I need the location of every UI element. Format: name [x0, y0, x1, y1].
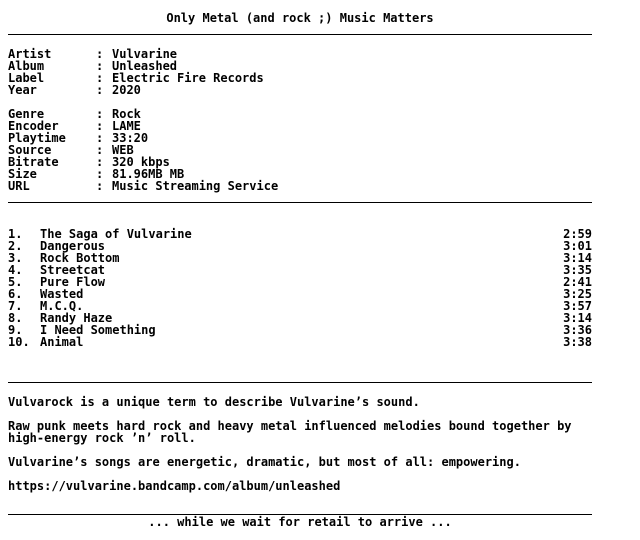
- track-title: Wasted: [40, 287, 84, 301]
- release-description: [8, 396, 632, 492]
- info-value: 81.96MB MB: [112, 167, 185, 181]
- info-key: Year: [8, 83, 37, 97]
- track-number: 3.: [8, 251, 23, 265]
- info-value: 2020: [112, 83, 141, 97]
- track-title: Randy Haze: [40, 311, 113, 325]
- track-duration: 2:41: [563, 275, 592, 289]
- track-duration: 3:01: [563, 239, 592, 253]
- info-value: Rock: [112, 107, 141, 121]
- track-number: 9.: [8, 323, 23, 337]
- track-number: 4.: [8, 263, 23, 277]
- track-duration: 3:35: [563, 263, 592, 277]
- track-duration: 3:57: [563, 299, 592, 313]
- info-separator: :: [96, 59, 111, 73]
- info-value: Music Streaming Service: [112, 179, 279, 193]
- nfo-document: [8, 12, 632, 528]
- info-key: Source: [8, 143, 52, 157]
- info-separator: :: [96, 167, 111, 181]
- description-paragraph: Raw punk meets hard rock and heavy metal influenced melodies bound together by: [8, 419, 572, 433]
- info-value: 33:20: [112, 131, 149, 145]
- info-separator: :: [96, 71, 111, 85]
- info-value: Electric Fire Records: [112, 71, 264, 85]
- technical-info: [8, 108, 632, 192]
- nfo-title: Only Metal (and rock ;) Music Matters: [166, 11, 434, 25]
- info-key: Artist: [8, 47, 52, 61]
- track-duration: 3:25: [563, 287, 592, 301]
- info-year: [8, 84, 632, 96]
- track-number: 6.: [8, 287, 23, 301]
- info-key: Bitrate: [8, 155, 59, 169]
- track-number: 1.: [8, 227, 23, 241]
- info-key: URL: [8, 179, 30, 193]
- album-url: https://vulvarine.bandcamp.com/album/unleashed: [8, 479, 341, 493]
- track-title: Animal: [40, 335, 84, 349]
- info-value: LAME: [112, 119, 141, 133]
- track-duration: 3:14: [563, 251, 592, 265]
- info-key: Album: [8, 59, 45, 73]
- release-info: [8, 48, 632, 96]
- info-separator: :: [96, 143, 111, 157]
- divider: [8, 382, 592, 383]
- track-duration: 3:38: [563, 335, 592, 349]
- info-separator: :: [96, 107, 111, 121]
- track-row: [8, 336, 592, 348]
- info-key: Genre: [8, 107, 45, 121]
- track-title: I Need Something: [40, 323, 156, 337]
- info-separator: :: [96, 131, 111, 145]
- info-separator: :: [96, 179, 111, 193]
- track-number: 10.: [8, 335, 30, 349]
- divider: [8, 514, 592, 515]
- info-separator: :: [96, 155, 111, 169]
- track-duration: 3:36: [563, 323, 592, 337]
- info-value: 320 kbps: [112, 155, 170, 169]
- info-url: [8, 180, 632, 192]
- track-title: Dangerous: [40, 239, 106, 253]
- info-value: Vulvarine: [112, 47, 178, 61]
- track-duration: 3:14: [563, 311, 592, 325]
- track-title: Rock Bottom: [40, 251, 120, 265]
- track-number: 5.: [8, 275, 23, 289]
- info-separator: :: [96, 119, 111, 133]
- track-number: 7.: [8, 299, 23, 313]
- tracklist: [8, 228, 632, 348]
- track-row: [8, 288, 592, 300]
- info-key: Encoder: [8, 119, 59, 133]
- info-key: Label: [8, 71, 45, 85]
- track-title: Streetcat: [40, 263, 106, 277]
- description-paragraph: Vulvarock is a unique term to describe Vulvarine’s sound.: [8, 395, 420, 409]
- track-title: The Saga of Vulvarine: [40, 227, 192, 241]
- track-number: 2.: [8, 239, 23, 253]
- info-value: Unleashed: [112, 59, 178, 73]
- info-key: Playtime: [8, 131, 66, 145]
- description-paragraph: high-energy rock ’n’ roll.: [8, 431, 196, 445]
- divider: [8, 34, 592, 35]
- track-title: Pure Flow: [40, 275, 106, 289]
- track-title: M.C.Q.: [40, 299, 84, 313]
- track-number: 8.: [8, 311, 23, 325]
- track-row: [8, 276, 592, 288]
- divider: [8, 202, 592, 203]
- info-key: Size: [8, 167, 37, 181]
- description-paragraph: Vulvarine’s songs are energetic, dramatic, but most of all: empowering.: [8, 455, 521, 469]
- info-value: WEB: [112, 143, 134, 157]
- info-separator: :: [96, 83, 111, 97]
- info-separator: :: [96, 47, 111, 61]
- track-row: [8, 324, 592, 336]
- track-duration: 2:59: [563, 227, 592, 241]
- footer-text: ... while we wait for retail to arrive ...: [148, 515, 452, 529]
